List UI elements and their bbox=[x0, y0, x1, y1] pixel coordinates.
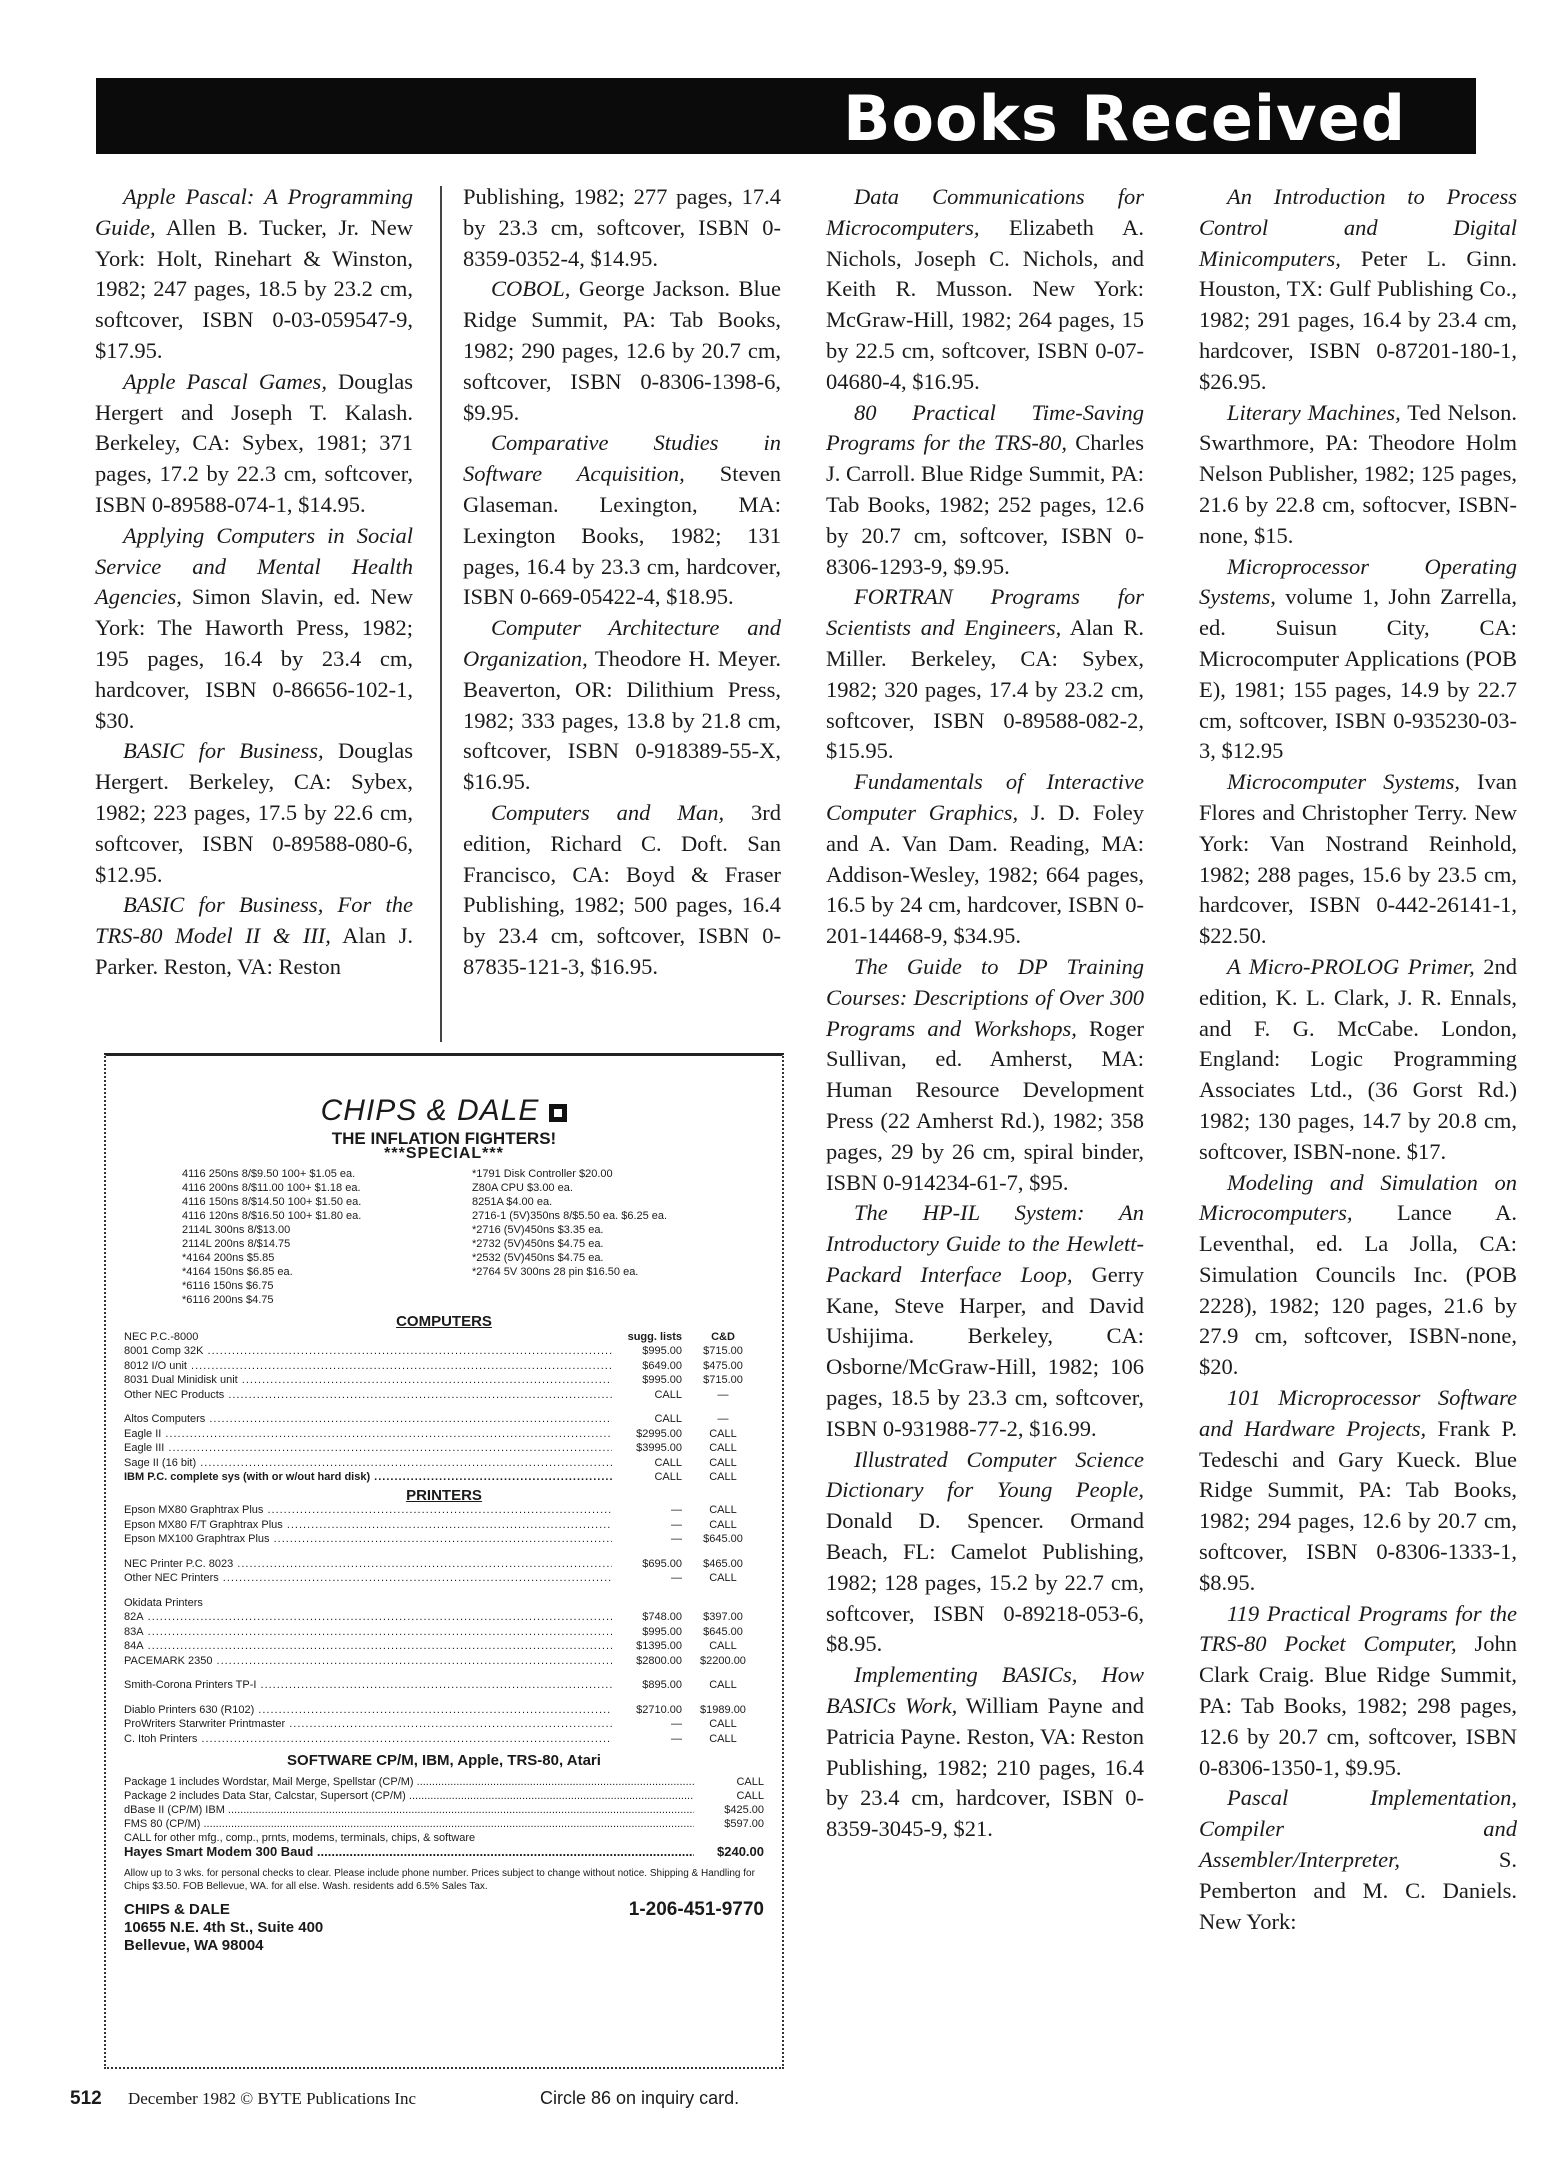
cd-price: CALL bbox=[709, 1456, 737, 1469]
computers-header-row: NEC P.C.-8000 sugg. lists C&D bbox=[124, 1330, 735, 1343]
cd-price: $475.00 bbox=[703, 1359, 743, 1372]
book-details: Donald D. Spencer. Ormand Beach, FL: Camelot Publishing, 1982; 128 pages, 15.2 by 22.7 cm, softcover, ISBN 0-89218-053-6, $8.95. bbox=[826, 1508, 1144, 1657]
product-name: PACEMARK 2350 ..... bbox=[124, 1654, 612, 1669]
book-entry bbox=[826, 582, 1144, 767]
cd-price: $715.00 bbox=[703, 1374, 743, 1386]
list-price: — bbox=[671, 1732, 682, 1745]
list-price: CALL bbox=[654, 1471, 682, 1483]
book-details: 2nd edition, K. L. Clark, J. R. Ennals, and F. G. McCabe. London, England: Logic Programming Associates Ltd., (36 Gorst Rd.) 1982; 130 pages, 14.7 by 20.8 cm, softcover, ISBN-none. $17. bbox=[1199, 953, 1517, 1164]
section-title: Books Received bbox=[843, 82, 1406, 155]
book-details: Publishing, 1982; 277 pages, 17.4 by 23.3 cm, softcover, ISBN 0-8359-0352-4, $14.95. bbox=[463, 184, 781, 271]
book-title: 101 Microprocessor Software and Hardware Projects, bbox=[1199, 1385, 1517, 1441]
software-row bbox=[106, 1789, 782, 1803]
book-title: Fundamentals of Interactive Computer Graphics, bbox=[826, 769, 1144, 825]
computers-heading: COMPUTERS bbox=[396, 1313, 492, 1330]
list-price: — bbox=[671, 1504, 682, 1516]
chip-price-line: 4116 150ns 8/$14.50 100+ $1.50 ea. bbox=[182, 1196, 362, 1208]
software-row bbox=[106, 1817, 782, 1831]
book-entry bbox=[826, 952, 1144, 1198]
price-row bbox=[124, 1678, 764, 1693]
price-row bbox=[124, 1427, 764, 1442]
book-title: COBOL, bbox=[491, 276, 571, 302]
chip-price-line: 4116 250ns 8/$9.50 100+ $1.05 ea. bbox=[182, 1168, 356, 1180]
book-title: The Guide to DP Training Courses: Descriptions of Over 300 Programs and Workshops, bbox=[826, 953, 1144, 1041]
chip-price-line: 2716-1 (5V)350ns 8/$5.50 ea. $6.25 ea. bbox=[472, 1210, 668, 1222]
software-price: $597.00 bbox=[724, 1817, 764, 1830]
product-name: IBM P.C. complete sys (with or w/out hard disk) ..... bbox=[124, 1470, 612, 1485]
price-row bbox=[124, 1456, 764, 1471]
book-details: John Clark Craig. Blue Ridge Summit, PA: Tab Books, 1982; 298 pages, 12.6 by 20.7 cm, softcover, ISBN 0-8306-1350-1, $9.95. bbox=[1199, 1631, 1517, 1780]
book-entry bbox=[1199, 767, 1517, 952]
book-entry bbox=[1199, 1783, 1517, 1937]
list-price: $2800.00 bbox=[636, 1654, 682, 1667]
product-name: Smith-Corona Printers TP-I ..... bbox=[124, 1678, 612, 1693]
spacer bbox=[124, 1586, 764, 1596]
cd-price: $715.00 bbox=[703, 1345, 743, 1357]
book-details: Charles J. Carroll. Blue Ridge Summit, PA: Tab Books, 1982; 252 pages, 12.6 by 20.7 cm, softcover, ISBN 0-8306-1293-9, $9.95. bbox=[826, 430, 1145, 579]
column-divider bbox=[440, 186, 442, 1042]
book-entry bbox=[826, 1445, 1144, 1661]
product-name: ProWriters Starwriter Printmaster ..... bbox=[124, 1717, 612, 1732]
cd-price: CALL bbox=[709, 1732, 737, 1745]
chip-price-line: *6116 200ns $4.75 bbox=[182, 1294, 274, 1306]
price-row bbox=[124, 1441, 764, 1456]
book-details: Steven Glaseman. Lexington, MA: Lexington Books, 1982; 131 pages, 16.4 by 23.3 cm, hardcover, ISBN 0-669-05422-4, $18.95. bbox=[463, 461, 781, 610]
list-price: $695.00 bbox=[642, 1557, 682, 1570]
chip-price-line: *4164 150ns $6.85 ea. bbox=[182, 1266, 293, 1278]
cd-price: CALL bbox=[709, 1471, 737, 1483]
section-banner bbox=[96, 78, 1476, 154]
book-entry bbox=[95, 521, 413, 737]
software-price: CALL bbox=[736, 1789, 764, 1802]
book-details: J. D. Foley and A. Van Dam. Reading, MA: Addison-Wesley, 1982; 664 pages, 16.5 by 24 cm, hardcover, ISBN 0-201-14468-9, $34.95. bbox=[826, 799, 1144, 949]
list-price: CALL bbox=[654, 1388, 682, 1401]
list-price: $3995.00 bbox=[636, 1442, 682, 1454]
product-name: 8001 Comp 32K ..... bbox=[124, 1344, 612, 1359]
book-entry bbox=[463, 613, 781, 798]
product-name: Okidata Printers bbox=[124, 1596, 203, 1609]
book-entry bbox=[1199, 1383, 1517, 1599]
ad-address: CHIPS & DALE 10655 N.E. 4th St., Suite 400 Bellevue, WA 98004 1-206-451-9770 bbox=[124, 1898, 764, 1954]
page-number: 512 bbox=[70, 2088, 102, 2109]
cd-price: $645.00 bbox=[703, 1625, 743, 1638]
software-price: $425.00 bbox=[724, 1803, 764, 1816]
list-price: $2995.00 bbox=[636, 1427, 682, 1440]
book-entry bbox=[826, 1198, 1144, 1444]
book-details: Lance A. Leventhal, ed. La Jolla, CA: Simulation Councils Inc. (POB 2228), 1982; 120 pages, 21.6 by 27.9 cm, softcover, ISBN-none, $20. bbox=[1199, 1200, 1517, 1380]
price-row bbox=[124, 1717, 764, 1732]
chip-price-line: 4116 120ns 8/$16.50 100+ $1.80 ea. bbox=[182, 1210, 362, 1222]
book-title: BASIC for Business, bbox=[123, 738, 324, 764]
book-entry bbox=[826, 182, 1144, 398]
inquiry-line: Circle 86 on inquiry card. bbox=[540, 2088, 740, 2108]
ordering-note: Allow up to 3 wks. for personal checks to clear. Please include phone number. Prices subject to change without notice. Shipping & Handling for Chips $3.50. FOB Bellevue, WA. for all else. Wash. residents add 6.5% Sales Tax. bbox=[124, 1867, 755, 1892]
software-name: Package 1 includes Wordstar, Mail Merge, Spellstar (CP/M) ..... bbox=[124, 1775, 694, 1789]
cd-price: CALL bbox=[709, 1572, 737, 1584]
cd-price: $465.00 bbox=[703, 1557, 743, 1570]
list-price: $895.00 bbox=[642, 1679, 682, 1691]
product-name: 84A ..... bbox=[124, 1639, 612, 1654]
book-entry bbox=[95, 182, 413, 367]
book-entry bbox=[95, 736, 413, 890]
book-details: S. Pemberton and M. C. Daniels. New York: bbox=[1199, 1847, 1517, 1934]
book-title: The HP-IL System: An Introductory Guide to the Hewlett-Packard Interface Loop, bbox=[826, 1200, 1144, 1287]
product-name: Other NEC Printers ..... bbox=[124, 1571, 612, 1586]
book-entry bbox=[1199, 182, 1517, 398]
product-name: 83A ..... bbox=[124, 1625, 612, 1640]
book-details: Frank P. Tedeschi and Gary Kueck. Blue Ridge Summit, PA: Tab Books, 1982; 294 pages, 12.6 by 20.7 cm, softcover, ISBN 0-8306-1333-1, $8.95. bbox=[1199, 1415, 1517, 1595]
book-title: Data Communications for Microcomputers, bbox=[826, 184, 1144, 240]
book-details: Douglas Hergert. Berkeley, CA: Sybex, 1982; 223 pages, 17.5 by 22.6 cm, softcover, ISBN 0-89588-080-6, $12.95. bbox=[95, 738, 413, 887]
book-title: BASIC for Business, For the TRS-80 Model II & III, bbox=[95, 892, 413, 949]
price-row bbox=[124, 1654, 764, 1669]
book-entry bbox=[1199, 1599, 1517, 1784]
product-name: Altos Computers ..... bbox=[124, 1412, 612, 1427]
product-name: Eagle III ..... bbox=[124, 1441, 612, 1456]
chip-price-line: *2764 5V 300ns 28 pin $16.50 ea. bbox=[472, 1266, 639, 1278]
book-title: Microprocessor Operating Systems, bbox=[1199, 553, 1517, 610]
list-price: $748.00 bbox=[642, 1611, 682, 1623]
product-name: Epson MX80 F/T Graphtrax Plus ..... bbox=[124, 1518, 612, 1533]
book-entry bbox=[826, 1660, 1144, 1845]
software-name: Package 2 includes Data Star, Calcstar, Supersort (CP/M) ..... bbox=[124, 1789, 694, 1803]
book-details: George Jackson. Blue Ridge Summit, PA: Tab Books, 1982; 290 pages, 12.6 by 20.7 cm, softcover, ISBN 0-8306-1398-6, $9.95. bbox=[463, 276, 781, 425]
ad-phone: 1-206-451-9770 bbox=[628, 1898, 764, 1920]
book-title: Literary Machines, bbox=[1227, 399, 1401, 425]
cd-price: — bbox=[717, 1413, 729, 1425]
list-price: $1395.00 bbox=[636, 1640, 682, 1652]
ad-brand: CHIPS & DALE bbox=[106, 1094, 782, 1128]
list-price: — bbox=[671, 1718, 682, 1730]
chip-price-line: *2716 (5V)450ns $3.35 ea. bbox=[472, 1224, 604, 1236]
price-row bbox=[124, 1571, 764, 1586]
printers-heading: PRINTERS bbox=[406, 1486, 482, 1504]
book-details: Elizabeth A. Nichols, Joseph C. Nichols, and Keith R. Musson. New York: McGraw-Hill, 1982; 264 pages, 15 by 22.5 cm, softcover, ISBN 0-07-04680-4, $16.95. bbox=[826, 214, 1144, 394]
book-details: Theodore H. Meyer. Beaverton, OR: Dilithium Press, 1982; 333 pages, 13.8 by 21.8 cm, softcover, ISBN 0-918389-55-X, $16.95. bbox=[463, 645, 781, 795]
price-row bbox=[124, 1732, 764, 1747]
book-title: Modeling and Simulation on Microcomputers, bbox=[1199, 1169, 1517, 1226]
book-details: William Payne and Patricia Payne. Reston, VA: Reston Publishing, 1982; 210 pages, 16.4 by 23.4 cm, hardcover, ISBN 0-8359-3045-9, $21. bbox=[826, 1693, 1144, 1842]
product-name: Eagle II ..... bbox=[124, 1427, 612, 1442]
book-title: 119 Practical Programs for the TRS-80 Pocket Computer, bbox=[1199, 1600, 1517, 1657]
chip-price-line: *2732 (5V)450ns $4.75 ea. bbox=[472, 1238, 604, 1250]
book-title: Computer Architecture and Organization, bbox=[463, 615, 781, 671]
book-title: Apple Pascal Games, bbox=[123, 368, 327, 394]
chip-price-line: 8251A $4.00 ea. bbox=[472, 1196, 553, 1208]
software-name: dBase II (CP/M) IBM ..... bbox=[124, 1803, 694, 1817]
product-name: Diablo Printers 630 (R102) ..... bbox=[124, 1703, 612, 1718]
cd-price: — bbox=[717, 1388, 729, 1401]
book-title: A Micro-PROLOG Primer, bbox=[1227, 953, 1475, 979]
column-3 bbox=[826, 182, 1144, 1845]
cd-price: $645.00 bbox=[703, 1533, 743, 1545]
list-price: $649.00 bbox=[642, 1359, 682, 1372]
chip-price-line: 2114L 200ns 8/$14.75 bbox=[182, 1238, 291, 1250]
product-name: 82A ..... bbox=[124, 1610, 612, 1625]
book-details: Allen B. Tucker, Jr. New York: Holt, Rinehart & Winston, 1982; 247 pages, 18.5 by 23.2 cm, softcover, ISBN 0-03-059547-9, $17.95. bbox=[95, 214, 413, 363]
book-entry bbox=[463, 798, 781, 983]
modem-row: Hayes Smart Modem 300 Baud ..... $240.00 bbox=[106, 1845, 782, 1859]
column-4 bbox=[1199, 182, 1517, 1937]
software-name: FMS 80 (CP/M) ..... bbox=[124, 1817, 694, 1831]
book-entry bbox=[95, 890, 413, 982]
column-1 bbox=[95, 182, 413, 983]
product-name: Epson MX80 Graphtrax Plus ..... bbox=[124, 1503, 612, 1518]
price-row bbox=[124, 1344, 764, 1359]
price-row bbox=[124, 1518, 764, 1533]
issue-line: December 1982 © BYTE Publications Inc bbox=[127, 2089, 417, 2108]
book-details: Ted Nelson. Swarthmore, PA: Theodore Holm Nelson Publisher, 1982; 125 pages, 21.6 by 22.8 cm, softocver, ISBN-none, $15. bbox=[1199, 399, 1517, 548]
book-entry bbox=[826, 767, 1144, 952]
cd-price bbox=[682, 1596, 764, 1611]
cd-price: $1989.00 bbox=[700, 1703, 746, 1716]
book-details: Ivan Flores and Christopher Terry. New York: Van Nostrand Reinhold, 1982; 288 pages, 15.6 by 23.5 cm, hardcover, ISBN 0-442-26141-1, $22.50. bbox=[1199, 769, 1517, 949]
software-price: CALL bbox=[736, 1775, 764, 1788]
book-title: Implementing BASICs, How BASICs Work, bbox=[826, 1662, 1144, 1719]
product-name: Sage II (16 bit) ..... bbox=[124, 1456, 612, 1471]
chip-price-line: *2532 (5V)450ns $4.75 ea. bbox=[472, 1252, 604, 1264]
price-row bbox=[124, 1373, 764, 1388]
chip-price-line: *1791 Disk Controller $20.00 bbox=[472, 1168, 613, 1180]
ad-special: ***SPECIAL*** bbox=[384, 1144, 504, 1162]
book-entry bbox=[463, 428, 781, 613]
list-price: $995.00 bbox=[642, 1345, 682, 1357]
list-price bbox=[612, 1596, 682, 1611]
list-price: CALL bbox=[654, 1456, 682, 1469]
cd-price: CALL bbox=[709, 1679, 737, 1691]
list-price: — bbox=[671, 1533, 682, 1545]
book-entry bbox=[1199, 1168, 1517, 1384]
cd-price: CALL bbox=[709, 1442, 737, 1454]
book-details: Douglas Hergert and Joseph T. Kalash. Berkeley, CA: Sybex, 1981; 371 pages, 17.2 by 22.3 cm, softcover, ISBN 0-89588-074-1, $14.95. bbox=[95, 368, 413, 517]
price-row bbox=[124, 1639, 764, 1654]
list-price: — bbox=[671, 1518, 682, 1531]
cd-price: $2200.00 bbox=[700, 1654, 746, 1667]
list-price: — bbox=[671, 1572, 682, 1584]
book-details: Alan R. Miller. Berkeley, CA: Sybex, 1982; 320 pages, 17.4 by 23.2 cm, softcover, ISBN 0-89588-082-2, $15.95. bbox=[826, 615, 1144, 764]
list-price: $995.00 bbox=[642, 1374, 682, 1386]
product-name: Epson MX100 Graphtrax Plus ..... bbox=[124, 1532, 612, 1547]
software-heading: SOFTWARE CP/M, IBM, Apple, TRS-80, Atari bbox=[287, 1752, 601, 1769]
spacer bbox=[124, 1547, 764, 1557]
page-footer bbox=[70, 2088, 740, 2110]
book-details: Peter L. Ginn. Houston, TX: Gulf Publishing Co., 1982; 291 pages, 16.4 by 23.4 cm, hardcover, ISBN 0-87201-180-1, $26.95. bbox=[1199, 245, 1517, 394]
product-name: 8012 I/O unit ..... bbox=[124, 1359, 612, 1374]
cd-price: CALL bbox=[709, 1718, 737, 1730]
chip-price-line: Z80A CPU $3.00 ea. bbox=[472, 1182, 573, 1194]
product-name: 8031 Dual Minidisk unit ..... bbox=[124, 1373, 612, 1388]
chip-price-line: 4116 200ns 8/$11.00 100+ $1.18 ea. bbox=[182, 1182, 361, 1194]
software-row bbox=[106, 1803, 782, 1817]
cd-price: CALL bbox=[709, 1640, 737, 1652]
book-title: Computers and Man, bbox=[491, 799, 725, 825]
book-details: volume 1, John Zarrella, ed. Suisun City, CA: Microcomputer Applications (POB E), 1981; 155 pages, 14.9 by 22.7 cm, softcover, ISBN 0-935230-03-3, $12.95 bbox=[1199, 584, 1517, 764]
price-row bbox=[124, 1625, 764, 1640]
spacer bbox=[124, 1402, 764, 1412]
book-entry bbox=[1199, 952, 1517, 1168]
book-details: 3rd edition, Richard C. Doft. San Francisco, CA: Boyd & Fraser Publishing, 1982; 500 pages, 16.4 by 23.4 cm, softcover, ISBN 0-87835-121-3, $16.95. bbox=[463, 799, 781, 979]
price-row bbox=[124, 1388, 764, 1403]
cd-price: CALL bbox=[709, 1427, 737, 1440]
book-title: Pascal Implementation, Compiler and Assembler/Interpreter, bbox=[1199, 1785, 1517, 1873]
logo-square-icon bbox=[549, 1104, 567, 1122]
chip-price-line: 2114L 300ns 8/$13.00 bbox=[182, 1224, 291, 1236]
product-name: C. Itoh Printers ..... bbox=[124, 1732, 612, 1747]
other-mfg-line: CALL for other mfg., comp., prnts, modems, terminals, chips, & software bbox=[124, 1831, 476, 1844]
list-price: CALL bbox=[654, 1413, 682, 1425]
spacer bbox=[124, 1693, 764, 1703]
price-row bbox=[124, 1412, 764, 1427]
book-details: Simon Slavin, ed. New York: The Haworth Press, 1982; 195 pages, 16.4 by 23.4 cm, hardcover, ISBN 0-86656-102-1, $30. bbox=[95, 584, 413, 733]
price-row bbox=[124, 1470, 764, 1485]
price-row bbox=[124, 1532, 764, 1547]
cd-price: $397.00 bbox=[703, 1611, 743, 1623]
book-title: Apple Pascal: A Programming Guide, bbox=[95, 184, 413, 240]
list-price: $995.00 bbox=[642, 1625, 682, 1638]
chip-prices bbox=[106, 1167, 782, 1307]
software-row bbox=[106, 1775, 782, 1789]
book-details: Alan J. Parker. Reston, VA: Reston bbox=[95, 923, 413, 979]
book-entry bbox=[95, 367, 413, 521]
product-name: Other NEC Products ..... bbox=[124, 1388, 612, 1403]
book-title: Microcomputer Systems, bbox=[1227, 769, 1460, 795]
book-entry bbox=[1199, 552, 1517, 768]
book-details: Roger Sullivan, ed. Amherst, MA: Human Resource Development Press (22 Amherst Rd.), 1982; 358 pages, 29 by 26 cm, spiral binder, ISBN 0-914234-61-7, $95. bbox=[826, 1015, 1144, 1195]
book-title: 80 Practical Time-Saving Programs for the TRS-80, bbox=[826, 399, 1144, 456]
book-entry bbox=[1199, 398, 1517, 552]
book-entry bbox=[826, 398, 1144, 583]
cd-price: CALL bbox=[709, 1504, 737, 1516]
price-row bbox=[124, 1596, 764, 1611]
chip-price-line: *4164 200ns $5.85 bbox=[182, 1252, 275, 1264]
chip-price-line: *6116 150ns $6.75 bbox=[182, 1280, 274, 1292]
price-row bbox=[124, 1557, 764, 1572]
ad-slogan: THE INFLATION FIGHTERS! bbox=[331, 1129, 557, 1148]
chips-dale-advertisement bbox=[104, 1053, 784, 2069]
book-entry bbox=[463, 274, 781, 428]
book-entry bbox=[463, 182, 781, 274]
cd-price: CALL bbox=[709, 1518, 737, 1531]
book-title: Applying Computers in Social Service and Mental Health Agencies, bbox=[95, 522, 413, 610]
product-name: NEC Printer P.C. 8023 ..... bbox=[124, 1557, 612, 1572]
column-2 bbox=[463, 182, 781, 983]
price-row bbox=[124, 1503, 764, 1518]
price-row bbox=[124, 1610, 764, 1625]
book-title: Comparative Studies in Software Acquisition, bbox=[463, 430, 781, 487]
book-title: Illustrated Computer Science Dictionary for Young People, bbox=[826, 1446, 1144, 1503]
list-price: $2710.00 bbox=[636, 1703, 682, 1716]
book-title: FORTRAN Programs for Scientists and Engineers, bbox=[826, 584, 1144, 641]
price-row bbox=[124, 1703, 764, 1718]
price-row bbox=[124, 1359, 764, 1374]
book-title: An Introduction to Process Control and Digital Minicomputers, bbox=[1199, 184, 1517, 271]
book-details: Gerry Kane, Steve Harper, and David Ushijima. Berkeley, CA: Osborne/McGraw-Hill, 1982; 106 pages, 18.5 by 23.3 cm, softcover, ISBN 0-931988-77-2, $16.99. bbox=[826, 1261, 1144, 1441]
spacer bbox=[124, 1668, 764, 1678]
